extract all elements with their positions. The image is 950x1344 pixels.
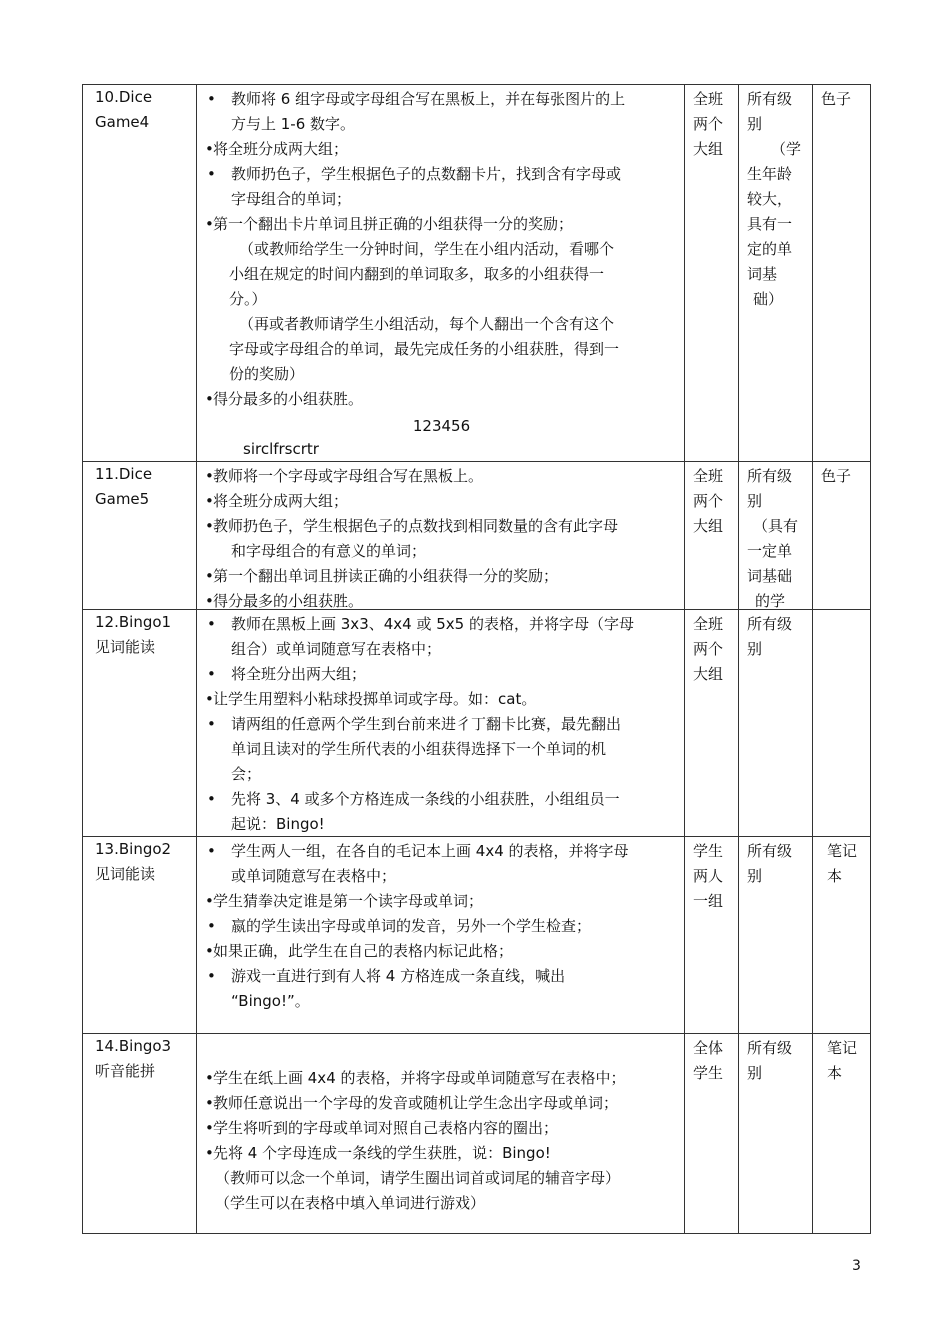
bullet-icon: • (205, 690, 214, 708)
description-line (205, 287, 678, 312)
bullet-icon: • (207, 90, 216, 108)
level-line: 所有级 (747, 1039, 793, 1057)
level-line: 别 (747, 1064, 763, 1082)
bullet-icon: • (205, 1144, 214, 1162)
group-cell (685, 610, 739, 837)
name-line: 13.Bingo2 (95, 840, 172, 858)
bullet-icon: • (205, 567, 214, 585)
description-line (205, 662, 678, 687)
material-line: 色子 (821, 467, 852, 485)
group-line: 全体 (693, 1039, 724, 1057)
name-line: 11.Dice (95, 465, 153, 483)
group-line: 两个 (693, 640, 724, 658)
bullet-icon: • (207, 715, 216, 733)
level-line: 所有级 (747, 90, 793, 108)
description-line (205, 489, 678, 514)
description-text: 得分最多的小组获胜。 (213, 390, 364, 408)
description-text: 如果正确，此学生在自己的表格内标记此格； (213, 942, 514, 960)
description-text: 分。） (229, 290, 267, 308)
table-row (83, 610, 871, 837)
description-text: 字母组合的单词； (231, 190, 352, 208)
page-number: 3 (852, 1258, 861, 1274)
level-line: 所有级 (747, 467, 793, 485)
description-text: 嬴的学生读出字母或单词的发音，另外一个学生检查； (231, 917, 592, 935)
description-text: （教师可以念一个单词，请学生圈出词首或词尾的辅音字母） (215, 1169, 621, 1187)
description-text: 先将 3、4 或多个方格连成一条线的小组获胜，小组组员一 (231, 790, 620, 808)
table-row (83, 85, 871, 462)
group-line: 学生 (693, 1064, 724, 1082)
description-text: 将全班分成两大组； (213, 140, 349, 158)
description-line (205, 137, 678, 162)
level-line: 词基 (747, 265, 778, 283)
description-line (205, 1191, 678, 1216)
bullet-icon: • (205, 517, 214, 535)
description-line (205, 162, 678, 187)
description-line (205, 87, 678, 112)
activity-name-cell (83, 837, 197, 1034)
description-line (205, 1066, 678, 1091)
bullet-icon: • (205, 390, 214, 408)
description-line (205, 939, 678, 964)
group-cell (685, 837, 739, 1034)
description-line (205, 564, 678, 589)
bullet-icon: • (205, 1069, 214, 1087)
description-text: 教师将一个字母或字母组合写在黑板上。 (213, 467, 484, 485)
description-line (205, 187, 678, 212)
description-text: （再或者教师请学生小组活动，每个人翻出一个含有这个 (239, 315, 615, 333)
name-line: 听音能拼 (95, 1062, 156, 1080)
description-text: 教师任意说出一个字母的发音或随机让学生念出字母或单词； (213, 1094, 619, 1112)
description-text: 123456 (412, 417, 471, 435)
bullet-icon: • (207, 790, 216, 808)
material-cell (813, 837, 871, 1034)
level-line: 生年龄 (747, 165, 793, 183)
group-line: 两个 (693, 492, 724, 510)
description-text: 将全班分成两大组； (213, 492, 349, 510)
description-line (205, 839, 678, 864)
description-line (205, 237, 678, 262)
description-text: 学生在纸上画 4x4 的表格，并将字母或单词随意写在表格中； (213, 1069, 626, 1087)
name-line: 14.Bingo3 (95, 1037, 172, 1055)
description-text: （或教师给学生一分钟时间，学生在小组内活动，看哪个 (239, 240, 615, 258)
group-line: 大组 (693, 517, 724, 535)
group-line: 大组 (693, 665, 724, 683)
material-line: 笔记 (827, 1039, 858, 1057)
table-row (83, 837, 871, 1034)
description-line (205, 612, 678, 637)
bullet-icon: • (207, 842, 216, 860)
description-text: 游戏一直进行到有人将 4 方格连成一条直线，喊出 (231, 967, 566, 985)
description-text: 小组在规定的时间内翻到的单词取多，取多的小组获得一 (229, 265, 605, 283)
level-line: 较大， (747, 190, 793, 208)
description-line (205, 637, 678, 662)
level-line: 别 (747, 867, 763, 885)
group-line: 两人 (693, 867, 724, 885)
bullet-icon: • (207, 615, 216, 633)
name-line: 10.Dice (95, 88, 153, 106)
bullet-icon: • (205, 592, 214, 609)
group-line: 全班 (693, 90, 724, 108)
description-text: 学生将听到的字母或单词对照自己表格内容的圈出； (213, 1119, 559, 1137)
group-line: 全班 (693, 467, 724, 485)
name-line: 12.Bingo1 (95, 613, 172, 631)
description-text: 或单词随意写在表格中； (231, 867, 397, 885)
description-text: 教师扔色子，学生根据色子的点数翻卡片，找到含有字母或 (231, 165, 622, 183)
description-text: 起说：Bingo! (231, 815, 325, 833)
description-line (205, 387, 678, 412)
group-line: 一组 (693, 892, 724, 910)
table-row (83, 1034, 871, 1234)
description-text: 第一个翻出卡片单词且拼正确的小组获得一分的奖励； (213, 215, 574, 233)
level-line: （学 (771, 140, 802, 158)
description-text: 请两组的任意两个学生到台前来进彳丁翻卡比赛，最先翻出 (231, 715, 622, 733)
bullet-icon: • (205, 1119, 214, 1137)
description-line (205, 989, 678, 1014)
level-cell (739, 462, 813, 610)
description-text: 先将 4 个字母连成一条线的学生获胜，说：Bingo! (213, 1144, 551, 1162)
level-line: 词基础 (747, 567, 793, 585)
group-line: 两个 (693, 115, 724, 133)
group-line: 学生 (693, 842, 724, 860)
description-text: 教师扔色子，学生根据色子的点数找到相同数量的含有此字母 (213, 517, 619, 535)
description-line (205, 914, 678, 939)
description-line (205, 687, 678, 712)
description-line (205, 964, 678, 989)
description-line (205, 762, 678, 787)
activity-name-cell (83, 462, 197, 610)
name-line: 见词能读 (95, 865, 156, 883)
description-line (205, 337, 678, 362)
activity-name-cell (83, 610, 197, 837)
description-text: 单词且读对的学生所代表的小组获得选择下一个单词的机 (231, 740, 607, 758)
level-line: 别 (747, 115, 763, 133)
level-line: （具有 (753, 517, 799, 535)
bullet-icon: • (207, 165, 216, 183)
level-cell (739, 837, 813, 1034)
description-line (205, 362, 678, 387)
level-cell (739, 610, 813, 837)
activity-name-cell (83, 85, 197, 462)
description-line (205, 589, 678, 609)
description-text: 份的奖励） (229, 365, 305, 383)
description-line (205, 414, 678, 439)
activity-description-cell (197, 837, 685, 1034)
description-text: 教师在黑板上画 3x3、4x4 或 5x5 的表格，并将字母（字母 (231, 615, 634, 633)
name-line: Game4 (95, 113, 150, 131)
table-row (83, 462, 871, 610)
bullet-icon: • (205, 892, 214, 910)
description-text: 字母或字母组合的单词，最先完成任务的小组获胜，得到一 (229, 340, 620, 358)
description-line (205, 514, 678, 539)
level-line: 别 (747, 492, 763, 510)
bullet-icon: • (207, 917, 216, 935)
description-text: 组合）或单词随意写在表格中； (231, 640, 442, 658)
material-cell (813, 1034, 871, 1234)
description-text: 学生两人一组，在各自的毛记本上画 4x4 的表格，并将字母 (231, 842, 629, 860)
description-line (205, 889, 678, 914)
level-line: 础） (753, 290, 784, 308)
level-line: 一定单 (747, 542, 793, 560)
description-line (205, 312, 678, 337)
description-line (205, 112, 678, 137)
level-line: 的学 (755, 592, 786, 609)
description-text: 让学生用塑料小粘球投掷单词或字母。如：cat。 (213, 690, 537, 708)
description-text: 教师将 6 组字母或字母组合写在黑板上，并在每张图片的上 (231, 90, 626, 108)
description-text: 和字母组合的有意义的单词； (231, 542, 427, 560)
bullet-icon: • (205, 492, 214, 510)
activity-name-cell (83, 1034, 197, 1234)
material-line: 本 (827, 867, 843, 885)
bullet-icon: • (205, 942, 214, 960)
description-line (205, 1141, 678, 1166)
activity-description-cell (197, 462, 685, 610)
bullet-icon: • (207, 967, 216, 985)
description-line (205, 1036, 678, 1066)
activity-table (82, 84, 871, 1234)
description-text: （学生可以在表格中填入单词进行游戏） (215, 1194, 486, 1212)
description-text: 会； (231, 765, 262, 783)
activity-description-cell (197, 610, 685, 837)
description-text: 第一个翻出单词且拼读正确的小组获得一分的奖励； (213, 567, 559, 585)
material-line: 色子 (821, 90, 852, 108)
description-line (205, 812, 678, 833)
description-text: 将全班分出两大组； (231, 665, 367, 683)
level-line: 具有一 (747, 215, 793, 233)
description-line (205, 787, 678, 812)
activity-description-cell (197, 85, 685, 462)
name-line: 见词能读 (95, 638, 156, 656)
description-line (205, 1116, 678, 1141)
activity-description-cell (197, 1034, 685, 1234)
description-text: 学生猜拳决定谁是第一个读字母或单词； (213, 892, 484, 910)
description-line (205, 437, 678, 461)
material-cell (813, 610, 871, 837)
description-line (205, 464, 678, 489)
description-line (205, 737, 678, 762)
group-cell (685, 1034, 739, 1234)
description-text: 得分最多的小组获胜。 (213, 592, 364, 609)
description-line (205, 262, 678, 287)
material-cell (813, 462, 871, 610)
description-line (205, 864, 678, 889)
level-line: 所有级 (747, 842, 793, 860)
name-line: Game5 (95, 490, 150, 508)
bullet-icon: • (207, 665, 216, 683)
group-cell (685, 85, 739, 462)
description-text: “Bingo!”。 (231, 992, 310, 1010)
bullet-icon: • (205, 1094, 214, 1112)
level-line: 定的单 (747, 240, 793, 258)
bullet-icon: • (205, 140, 214, 158)
level-cell (739, 1034, 813, 1234)
description-text: 方与上 1-6 数字。 (231, 115, 356, 133)
bullet-icon: • (205, 215, 214, 233)
description-line (205, 539, 678, 564)
bullet-icon: • (205, 467, 214, 485)
group-line: 全班 (693, 615, 724, 633)
group-cell (685, 462, 739, 610)
material-line: 本 (827, 1064, 843, 1082)
description-line (205, 1091, 678, 1116)
description-line (205, 1166, 678, 1191)
group-line: 大组 (693, 140, 724, 158)
level-line: 别 (747, 640, 763, 658)
level-line: 所有级 (747, 615, 793, 633)
material-line: 笔记 (827, 842, 858, 860)
description-text: sirclfrscrtr (243, 440, 319, 458)
material-cell (813, 85, 871, 462)
description-line (205, 712, 678, 737)
level-cell (739, 85, 813, 462)
description-line (205, 212, 678, 237)
